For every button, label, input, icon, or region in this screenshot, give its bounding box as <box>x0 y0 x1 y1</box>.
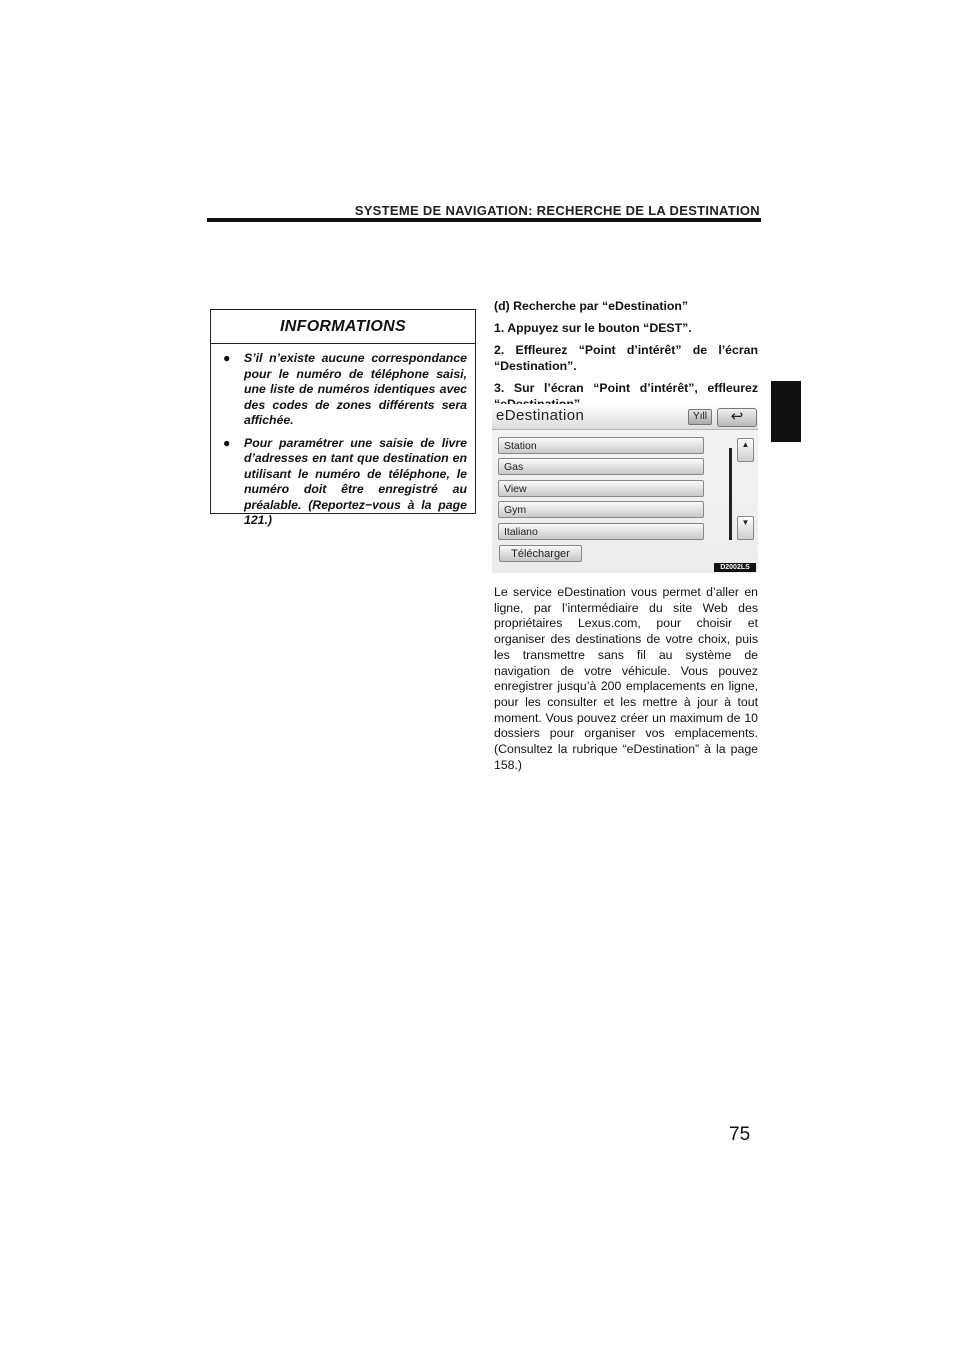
edestination-screen-figure <box>492 404 758 573</box>
list-item-gas[interactable]: Gas <box>498 458 704 475</box>
list-item-italiano[interactable]: Italiano <box>498 523 704 540</box>
back-button[interactable]: ↩ <box>717 408 757 427</box>
information-item <box>219 436 467 529</box>
step-1: 1. Appuyez sur le bouton “DEST”. <box>494 321 692 335</box>
information-title: INFORMATIONS <box>211 310 475 344</box>
scroll-down-button[interactable] <box>737 516 754 540</box>
figure-code: D2002LS <box>714 563 756 572</box>
chapter-tab <box>771 381 801 442</box>
scroll-up-icon: ▲ <box>741 440 750 449</box>
step-3: 3. Sur l’écran “Point d’intérêt”, effleurez <box>494 381 758 395</box>
information-item-text: S’il n’existe aucune correspondance pour le numéro de téléphone saisi, une liste de numéros identiques avec des codes de zones différents sera affichée. <box>244 351 467 427</box>
header-title: SYSTEME DE NAVIGATION: RECHERCHE DE LA DESTINATION <box>354 203 760 218</box>
list-item-gym[interactable]: Gym <box>498 501 704 518</box>
bullet-icon: ● <box>223 351 231 365</box>
information-item-text: Pour paramétrer une saisie de livre d’adresses en tant que destination en utilisant le numéro de téléphone, le numéro doit être enregistré au préalable. (Reportez−vous à la page 121.) <box>244 435 467 527</box>
information-box <box>210 309 476 527</box>
list-item-view[interactable]: View <box>498 480 704 497</box>
header-rule <box>207 218 761 222</box>
signal-strength-icon: Yıll <box>688 409 712 425</box>
screen-title: eDestination <box>496 407 585 424</box>
scroll-down-icon: ▼ <box>741 518 750 527</box>
section-heading: (d) Recherche par “eDestination” <box>494 299 689 313</box>
body-paragraph: Le service eDestination vous permet d’aller en ligne, par l’intermédiaire du site Web des propriétaires Lexus.com, pour choisir et organiser des destinations de votre choix, puis les transmettre sans fil au système de navigation de votre véhicule. Vous pouvez enregistrer jusqu’à 200 emplacements en ligne, pour les consulter et les mettre à jour à tout moment. Vous pouvez créer un maximum de 10 dossiers pour organiser vos emplacements. (Consultez la rubrique “eDestination” à la page 158.) <box>494 585 758 772</box>
scrollbar-track[interactable] <box>729 448 732 540</box>
instructions-column <box>494 298 758 418</box>
screen-titlebar <box>492 404 758 430</box>
information-list <box>211 344 475 529</box>
page-number: 75 <box>729 1124 751 1145</box>
download-button[interactable]: Télécharger <box>499 545 582 562</box>
information-item <box>219 351 467 429</box>
scroll-up-button[interactable] <box>737 438 754 462</box>
list-item-station[interactable]: Station <box>498 437 704 454</box>
step-2: 2. Effleurez “Point d’intérêt” de l’écran “Destination”. <box>494 343 758 373</box>
bullet-icon: ● <box>223 435 231 450</box>
